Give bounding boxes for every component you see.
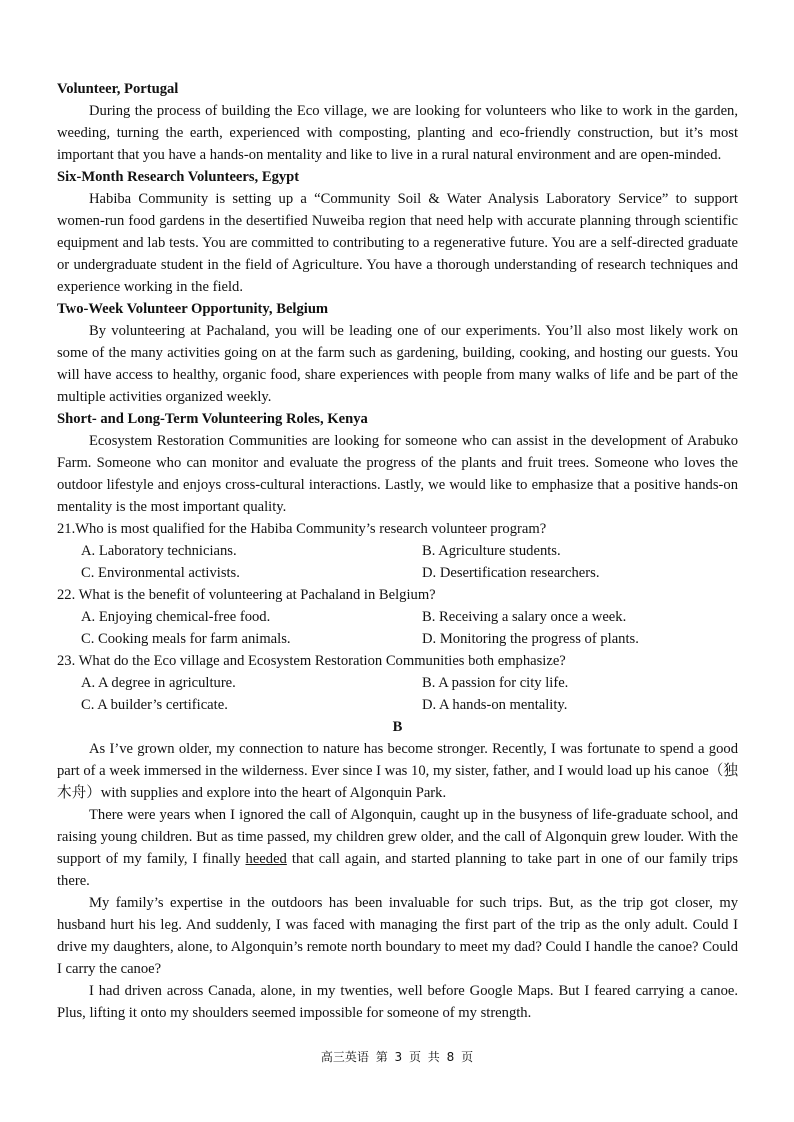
ad-heading: Two-Week Volunteer Opportunity, Belgium [57, 301, 329, 317]
ad-egypt [57, 166, 738, 298]
question-options [57, 540, 738, 584]
question-stem: 21.Who is most qualified for the Habiba Community’s research volunteer program? [57, 521, 547, 537]
question-options [57, 606, 738, 650]
question-options [57, 672, 738, 716]
ad-body: By volunteering at Pachaland, you will be leading one of our experiments. You’ll also most likely work on some of the many activities going on at the farm such as gardening, building, cooking, and hosting our guests. You will have access to healthy, organic food, share experiences with people from many walks of life and be part of the multiple activities organized weekly. [57, 323, 738, 405]
option-b: B. Agriculture students. [422, 543, 561, 559]
option-b: B. Receiving a salary once a week. [422, 609, 627, 625]
option-d: D. A hands-on mentality. [422, 697, 568, 713]
ad-body: During the process of building the Eco village, we are looking for volunteers who like to work in the garden, weeding, turning the earth, experienced with composting, planting and eco-friendly construction, but it’s most important that you have a hands-on mentality and like to live in a rural natural environment and are open-minded. [57, 103, 738, 163]
option-a: A. Laboratory technicians. [81, 543, 237, 559]
ad-belgium [57, 298, 738, 408]
ad-heading: Six-Month Research Volunteers, Egypt [57, 169, 300, 185]
passage-paragraph-4: I had driven across Canada, alone, in my twenties, well before Google Maps. But I feared carrying a canoe. Plus, lifting it onto my shoulders seemed impossible for someone of my strength. [57, 983, 738, 1021]
option-a: A. Enjoying chemical-free food. [81, 609, 271, 625]
page-footer: 高三英语 第 3 页 共 8 页 [320, 1050, 474, 1064]
question-22 [57, 584, 738, 650]
option-c: C. Environmental activists. [81, 565, 240, 581]
ad-heading: Short- and Long-Term Volunteering Roles, Kenya [57, 411, 368, 427]
option-b: B. A passion for city life. [422, 675, 569, 691]
question-21 [57, 518, 738, 584]
option-c: C. Cooking meals for farm animals. [81, 631, 291, 647]
passage-paragraph-3: My family’s expertise in the outdoors has been invaluable for such trips. But, as the trip got closer, my husband hurt his leg. And suddenly, I was faced with managing the first part of the trip as the only adult. Could I drive my daughters, alone, to Algonquin’s remote north boundary to meet my dad? Could I handle the canoe? Could I carry the canoe? [57, 895, 738, 977]
question-stem: 22. What is the benefit of volunteering at Pachaland in Belgium? [57, 587, 436, 603]
ad-body: Habiba Community is setting up a “Community Soil & Water Analysis Laboratory Service” to support women-run food gardens in the desertified Nuweiba region that need help with accurate planning through scientific equipment and lab tests. You are committed to contributing to a regenerative future. You are a self-directed graduate or undergraduate student in the field of Agriculture. You have a thorough understanding of research techniques and experience working in the field. [57, 191, 738, 295]
option-d: D. Desertification researchers. [422, 565, 600, 581]
paragraph-text: There were years when I ignored the call of Algonquin, caught up in the busyness of life-graduate school, and raising young children. But as time passed, my children grew older, and the call of Algonquin grew louder. With the support of my family, I finally [57, 807, 738, 867]
underlined-word: heeded [245, 851, 287, 867]
section-b-heading: B [392, 719, 403, 735]
option-c: C. A builder’s certificate. [81, 697, 228, 713]
option-d: D. Monitoring the progress of plants. [422, 631, 639, 647]
option-a: A. A degree in agriculture. [81, 675, 236, 691]
passage-paragraph-1: As I’ve grown older, my connection to nature has become stronger. Recently, I was fortunate to spend a good part of a week immersed in the wilderness. Ever since I was 10, my sister, father, and I would load up his canoe（独木舟）with supplies and explore into the heart of Algonquin Park. [57, 741, 738, 801]
paragraph-text: that call again, and started planning to take part in one of our family trips there. [57, 851, 738, 889]
ad-portugal [57, 78, 738, 166]
ad-kenya [57, 408, 738, 518]
question-stem: 23. What do the Eco village and Ecosystem Restoration Communities both emphasize? [57, 653, 566, 669]
ad-heading: Volunteer, Portugal [57, 81, 179, 97]
ad-body: Ecosystem Restoration Communities are looking for someone who can assist in the development of Arabuko Farm. Someone who can monitor and evaluate the progress of the plants and fruit trees. Someone who loves the outdoor lifestyle and enjoys cross-cultural interactions. Lastly, we would like to emphasize that a positive hands-on mentality is the most important quality. [57, 433, 738, 515]
question-23 [57, 650, 738, 716]
passage-paragraph-2 [57, 804, 738, 892]
